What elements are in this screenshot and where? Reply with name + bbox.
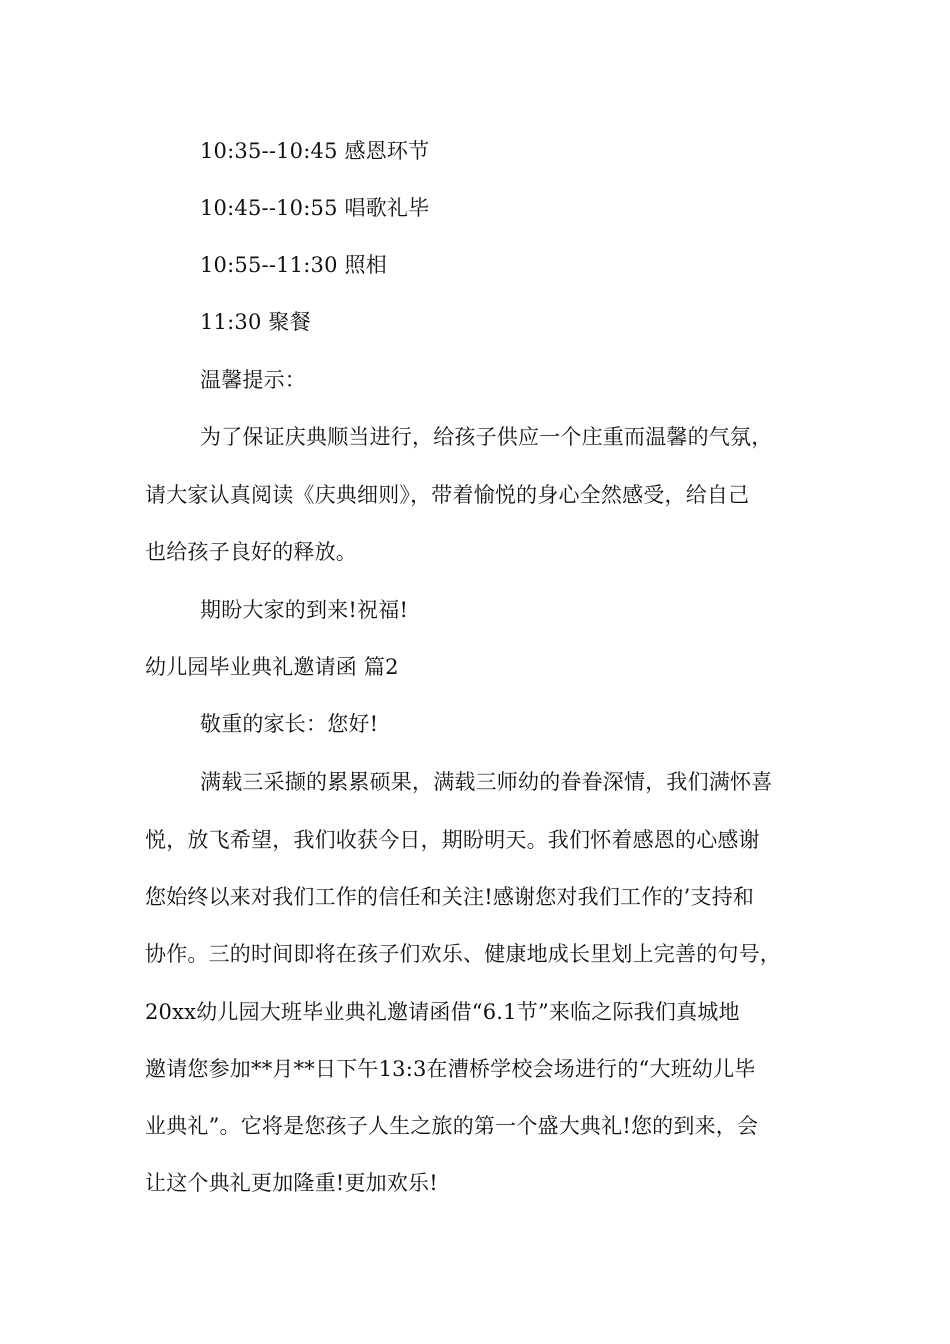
- tips-heading: 温馨提示：: [200, 368, 306, 392]
- closing-line: 期盼大家的到来!祝福!: [200, 598, 409, 622]
- schedule-time: 10:55--11:30: [200, 253, 338, 277]
- body-paragraph-line: 邀请您参加**月**日下午13:3在漕桥学校会场进行的“大班幼儿毕: [145, 1057, 756, 1081]
- body-paragraph-line: 协作。三的时间即将在孩子们欢乐、健康地成长里划上完善的句号，: [145, 942, 781, 966]
- schedule-time: 11:30: [200, 310, 262, 334]
- schedule-time: 10:45--10:55: [200, 196, 338, 220]
- schedule-event: 感恩环节: [344, 139, 430, 163]
- schedule-item: [200, 307, 870, 337]
- schedule-item: [200, 250, 870, 280]
- tips-paragraph-line: 为了保证庆典顺当进行，给孩子供应一个庄重而温馨的气氛，: [200, 425, 773, 449]
- body-paragraph-line: 满载三采撷的累累硕果，满载三师幼的眷眷深情，我们满怀喜: [200, 770, 773, 794]
- body-paragraph-line: 20xx幼儿园大班毕业典礼邀请函借“6.1节”来临之际我们真城地: [145, 1000, 740, 1024]
- tips-paragraph-line: 请大家认真阅读《庆典细则》，带着愉悦的身心全然感受，给自己: [145, 483, 750, 507]
- body-paragraph-line: 悦，放飞希望，我们收获今日，期盼明天。我们怀着感恩的心感谢: [145, 828, 760, 852]
- schedule-event: 唱歌礼毕: [344, 196, 430, 220]
- schedule-time: 10:35--10:45: [200, 139, 338, 163]
- schedule-item: [200, 136, 870, 166]
- section-title: 幼儿园毕业典礼邀请函 篇2: [145, 655, 399, 679]
- schedule-item: [200, 193, 870, 223]
- body-paragraph-line: 业典礼”。它将是您孩子人生之旅的第一个盛大典礼!您的到来，会: [145, 1114, 759, 1138]
- body-paragraph-line: 您始终以来对我们工作的信任和关注!感谢您对我们工作的’支持和: [145, 885, 755, 909]
- greeting-line: 敬重的家长：您好!: [200, 712, 379, 736]
- schedule-event: 照相: [344, 253, 387, 277]
- tips-paragraph-line: 也给孩子良好的释放。: [145, 540, 357, 564]
- body-paragraph-line: 让这个典礼更加隆重!更加欢乐!: [145, 1171, 438, 1195]
- schedule-event: 聚餐: [268, 310, 311, 334]
